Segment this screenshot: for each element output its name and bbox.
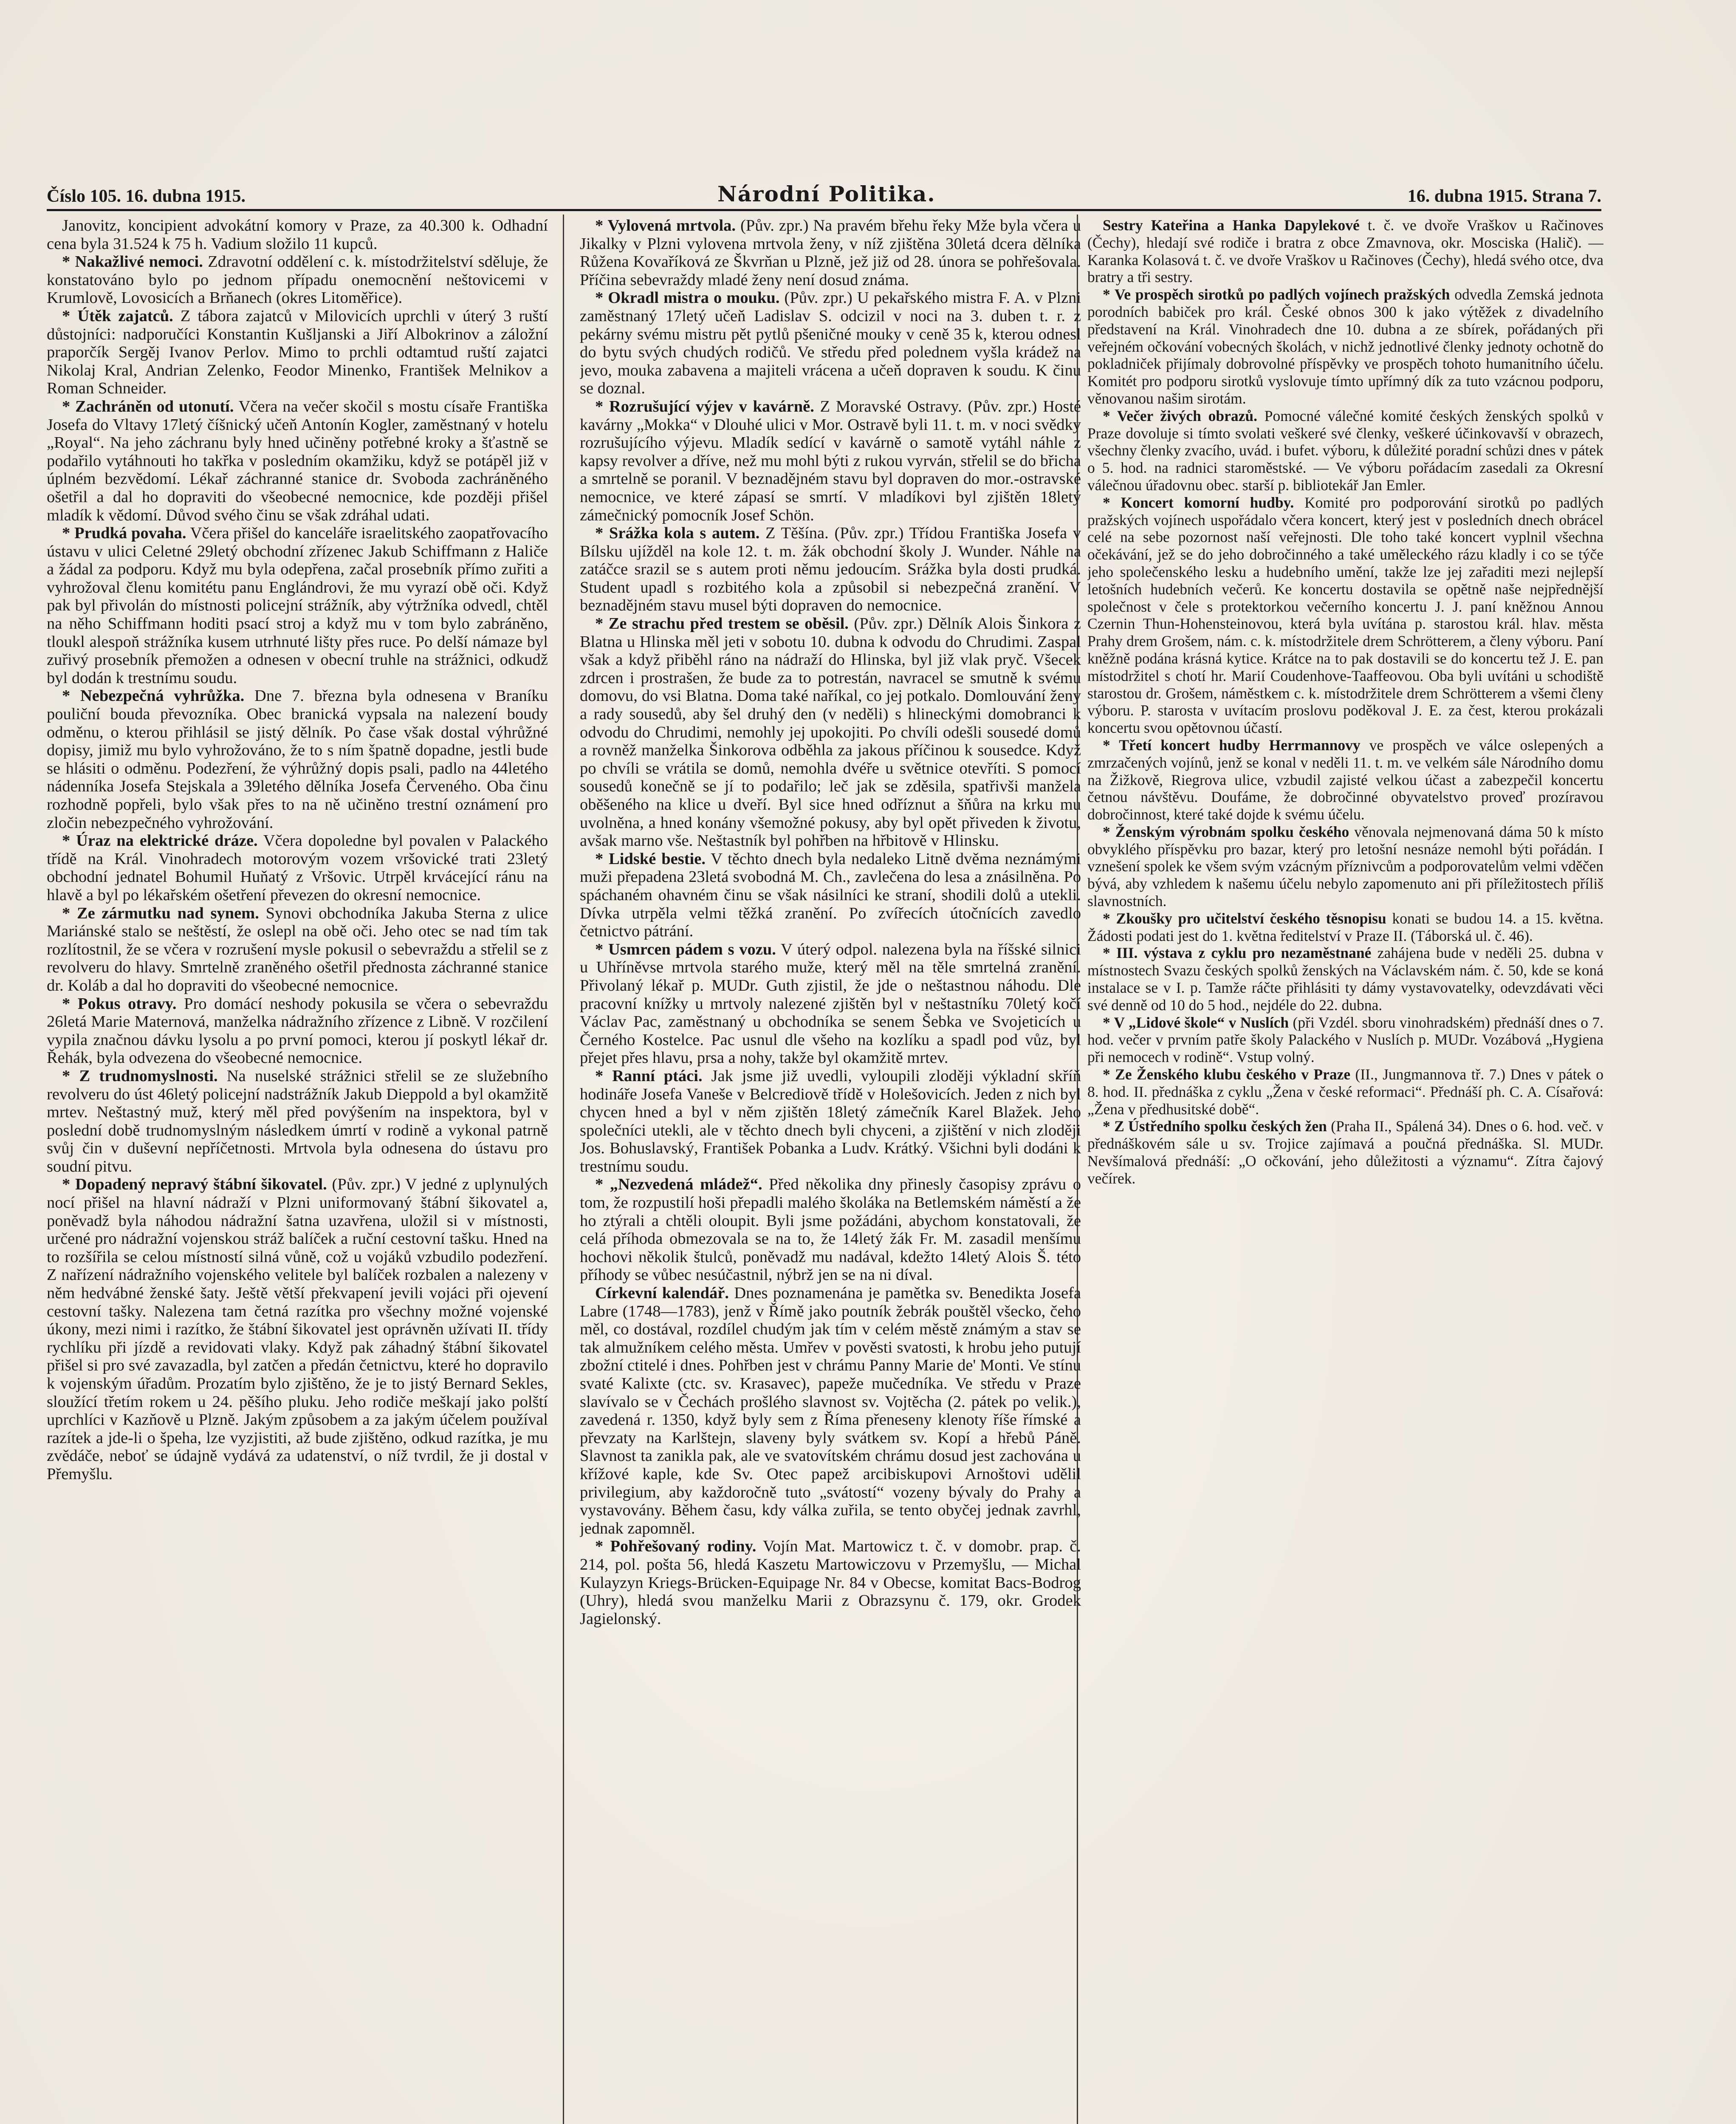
issue-date-page-right: 16. dubna 1915. Strana 7. bbox=[1407, 186, 1601, 206]
news-item bbox=[47, 832, 548, 904]
news-item-text: (II., Jungmannova tř. 7.) Dnes v pátek o 8. hod. II. přednáška z cyklu „Žena v české reformaci“. Přednáší ph. C. A. Císařová: „Žena v předhusitské době“. bbox=[1087, 1066, 1603, 1118]
news-item-heading: * Ranní ptáci. bbox=[595, 1067, 703, 1085]
news-item bbox=[1087, 1014, 1603, 1066]
column-1 bbox=[47, 217, 548, 2124]
news-item bbox=[1087, 407, 1603, 494]
news-item-heading: * Prudká povaha. bbox=[62, 524, 186, 542]
news-item bbox=[1087, 944, 1603, 1014]
news-item-heading: * V „Lidové škole“ v Nuslích bbox=[1103, 1014, 1289, 1031]
news-item-text: Z Těšína. (Pův. zpr.) Třídou Františka Josefa v Bílsku ujížděl na kole 12. t. m. žák obchodní školy J. Wunder. Náhle na zatáčce srazil se s autem proti němu jedoucím. Srážka byla dosti prudká. Student upadl s rozbitého kola a způsobil si nebezpečná zranění. V beznadějném stavu musel býti dopraven do nemocnice. bbox=[580, 524, 1081, 615]
news-item bbox=[1087, 217, 1603, 286]
news-item-heading: * Ve prospěch sirotků po padlých vojínech pražských bbox=[1103, 286, 1450, 303]
issue-date-left: Číslo 105. 16. dubna 1915. bbox=[47, 186, 246, 206]
news-item-heading: * Z trudnomyslnosti. bbox=[62, 1067, 218, 1085]
news-item-text: Janovitz, koncipient advokátní komory v Praze, za 40.300 k. Odhadní cena byla 31.524 k 75 h. Vadium složilo 11 kupců. bbox=[47, 217, 548, 253]
news-item-text: V těchto dnech byla nedaleko Litně dvěma neznámými muži přepadena 23letá svobodná M. Ch., zavlečena do lesa a znásilněna. Po spáchaném ohavném činu se však násilníci ke straní, shodili dolů a utekli. Dívka utrpěla velmi těžká zranění. Po zvířecích útočnících zavedlo četnictvo pátrání. bbox=[580, 850, 1081, 941]
news-item-heading: * Ze Ženského klubu českého v Praze bbox=[1103, 1066, 1351, 1083]
news-item-heading: * Usmrcen pádem s vozu. bbox=[595, 940, 776, 958]
news-item-text: Před několika dny přinesly časopisy zprávu o tom, že rozpustilí hoši přepadli malého školáka na Betlemském náměstí a že ho ztýrali a chtěli oloupit. Byli jsme požádáni, abychom konstatovali, že celá příhoda obmezovala se na to, že 14letý žák Fr. M. zasadil menšímu hochovi několik štulců, poněvadž mu nadával, kdežto 14letý Alois Š. této příhody se vůbec nesúčastnil, nýbrž jen se na ni díval. bbox=[580, 1175, 1081, 1284]
news-item bbox=[47, 687, 548, 832]
news-item-heading: * Srážka kola s autem. bbox=[595, 524, 760, 542]
news-item-heading: Církevní kalendář. bbox=[595, 1284, 729, 1302]
news-item bbox=[580, 1284, 1081, 1537]
news-item-heading: * Útěk zajatců. bbox=[62, 307, 173, 325]
news-item-text: (Pův. zpr.) Na pravém břehu řeky Mže byla včera u Jikalky v Plzni vylovena mrtvola ženy, v níž zjištěna 30letá dcera dělníka Růžena Kovaříková ze Škvrňan u Plzně, jež již od 28. února se pohřešovala. Příčina sebevraždy mladé ženy není dosud známa. bbox=[580, 217, 1081, 289]
news-item bbox=[47, 1067, 548, 1176]
news-item bbox=[580, 289, 1081, 398]
news-item-text: Z tábora zajatců v Milovicích uprchli v úterý 3 ruští důstojníci: nadporučíci Konstantin Kušljanski a Jiří Albokrinov a záložní praporčík Sergěj Ivanov Perlov. Mimo to prchli odtamtud ruští zajatci Nikolaj Kral, Andrian Zelenko, Feodor Minenko, František Melnikov a Roman Schneider. bbox=[47, 307, 548, 398]
news-item bbox=[580, 217, 1081, 289]
news-item-text: Synovi obchodníka Jakuba Sterna z ulice Mariánské stalo se neštěstí, že oslepl na obě oči. Jeho otec se nad tím tak rozlítostnil, že se včera v rozrušení mysle pokusil o sebevraždu a střelil se z revolveru do hlavy. Smrtelně zraněného ošetřil přednosta záchranné stanice dr. Koláb a dal ho dopraviti do všeobecné nemocnice. bbox=[47, 904, 548, 994]
column-3 bbox=[1087, 217, 1603, 2124]
news-item bbox=[47, 253, 548, 307]
news-item bbox=[47, 307, 548, 398]
news-item bbox=[580, 524, 1081, 615]
news-item-text: t. č. ve dvoře Vraškov u Račinoves (Čechy), hledají své rodiče i bratra z obce Zmavnova, okr. Mosciska (Halič). — Karanka Kolasová t. č. ve dvoře Vraškov u Račinoves (Čechy), hledá svého otce, dva bratry a tři sestry. bbox=[1087, 217, 1603, 286]
news-item-text: (Pův. zpr.) U pekařského mistra F. A. v Plzni zaměstnaný 17letý učeň Ladislav S. odcizil v noci na 3. duben t. r. z pekárny svému mistru pět pytlů pšeničné mouky v ceně 35 k, kterou odnesl do bytu svých chudých rodičů. Ve středu před polednem vyšla krádež na jevo, mouka zabavena a majiteli vrácena a učeň dopraven k soudu. K činu se doznal. bbox=[580, 289, 1081, 398]
news-item bbox=[1087, 823, 1603, 910]
news-item bbox=[47, 904, 548, 995]
news-item-heading: * Rozrušující výjev v kavárně. bbox=[595, 397, 814, 415]
news-item-text: Zdravotní oddělení c. k. místodržitelství sděluje, že konstatováno bylo po jednom případu onemocnění neštovicemi v Krumlově, Lovosicích a Brňanech (okres Litoměřice). bbox=[47, 253, 548, 307]
news-item bbox=[580, 1067, 1081, 1176]
news-item-text: Dnes poznamenána je pamětka sv. Benedikta Josefa Labre (1748—1783), jenž v Římě jako poutník žebrák pouštěl všecko, čeho měl, co dostával, rozdílel chudým jak tím v celém městě známým a stav se tak almužníkem celého města. Umřev v pověsti svatosti, k hrobu jeho putují zbožní ctitelé i dnes. Pohřben jest v chrámu Panny Marie de' Monti. Ve stínu svaté Kalixte (ctc. sv. Krasavec), papeže mučedníka. Ve středu v Praze slavívalo se v Čechách prošlého slavnost sv. Vojtěcha (2. pátek po velik.), zavedená r. 1350, když byly sem z Říma přeneseny klenoty říše římské a převzaty na Karlštejn, slaveny byly svátkem sv. Kopí a hřebů Páně. Slavnost ta zanikla pak, ale ve svatovítském chrámu dosud jest zachována u křížové kaple, kde Sv. Otec papež arcibiskupovi Arnoštovi udělil privilegium, aby každoročně tuto „svátostí“ vozeny bývaly do Prahy a vystavovány. Během času, kdy válka zuřila, se tento obyčej jednak zavrhl, jednak zapomněl. bbox=[580, 1284, 1081, 1537]
news-item-heading: * Ze zármutku nad synem. bbox=[62, 904, 259, 922]
news-item-heading: * Ženským výrobnám spolku českého bbox=[1103, 823, 1349, 840]
page-header bbox=[47, 183, 1601, 206]
news-item-heading: * Vylovená mrtvola. bbox=[595, 217, 736, 234]
news-item-heading: * Z Ústředního spolku českých žen bbox=[1103, 1118, 1327, 1135]
news-item-text: (Praha II., Spálená 34). Dnes o 6. hod. več. v přednáškovém sále u sv. Trojice zajímavá a poučná přednáška. Sl. MUDr. Nevšímalová přednáší: „O očkování, jeho důležitosti a významu“. Zítra čajový večírek. bbox=[1087, 1118, 1603, 1187]
header-rule bbox=[47, 209, 1601, 211]
news-item-heading: * „Nezvedená mládež“. bbox=[595, 1175, 762, 1194]
news-item bbox=[47, 398, 548, 524]
news-item-heading: Sestry Kateřina a Hanka Dapylekové bbox=[1103, 217, 1360, 234]
news-item-text: Z Moravské Ostravy. (Pův. zpr.) Hosté kavárny „Mokka“ v Dlouhé ulici v Mor. Ostravě byli 11. t. m. v noci svědky rozrušujícího výjevu. Mladík sedící v kavárně o samotě vytáhl náhle z kapsy revolver a dříve, než mu mohl býti z rukou vyrván, střelil se do břicha a smrtelně se poranil. V beznadějném stavu byl dopraven do mor.-ostravské nemocnice, ve které zápasí se smrtí. V mladíkovi byl zjištěn 18letý zámečnický pomocník Josef Schön. bbox=[580, 397, 1081, 524]
news-item-heading: * III. výstava z cyklu pro nezaměstnané bbox=[1103, 944, 1372, 962]
news-item bbox=[1087, 286, 1603, 407]
news-item bbox=[580, 615, 1081, 850]
news-item-text: zahájena bude v neděli 25. dubna v místnostech Svazu českých spolků ženských na Václavském nám. č. 50, kde se koná instalace se v I. p. Tamže ráčte přihlásiti ty dámy vystavovatelky, odevzdávati věci své denně od 10 do 5 hod., nejdéle do 22. dubna. bbox=[1087, 944, 1603, 1014]
news-item-heading: * Pohřešovaný rodiny. bbox=[595, 1537, 757, 1556]
news-item-text: Včera dopoledne byl povalen v Palackého třídě na Král. Vinohradech motorovým vozem vršovické trati 23letý obchodní jednatel Bohumil Huňatý z Vršovic. Utrpěl krvácející ránu na hlavě a byl po lékařském ošetření převezen do okresní nemocnice. bbox=[47, 832, 548, 904]
news-item-heading: * Okradl mistra o mouku. bbox=[595, 289, 780, 307]
column-divider bbox=[563, 215, 564, 2124]
news-item bbox=[47, 524, 548, 687]
news-item bbox=[1087, 737, 1603, 823]
news-item-heading: * Třetí koncert hudby Herrmannovy bbox=[1103, 736, 1361, 754]
news-item-text: Komité pro podporování sirotků po padlých pražských vojínech uspořádalo včera koncert, který jest v posledních dnech obrácel celé na sebe pozornost naší veřejnosti. Dle toho také koncert vyplnil všechna očekávání, jež se do jeho dobročinného a také uměleckého rázu kladly i co se týče jeho společenského lesku a hudebního umění, takže lze jej zařaditi mezi nejlepší letošních hudebních večerů. Ke koncertu dostavila se opětně naše nejpřednější společnost v čele s protektorkou večerního koncertu J. J. paní kněžnou Annou Czernin Thun-Hohensteinovou, která byla uvítána p. starostou král. hlav. města Prahy drem Grošem, nám. c. k. místodržitele drem Schrötterem, a členy výboru. Paní kněžně podána krásná kytice. Krátce na to pak dostavili se do koncertu tež J. E. pan místodržitel s chotí hr. Marií Coudenhove-Taaffeovou. Oba byli uvítáni u schodiště starostou dr. Grošem, náměstkem c. k. místodržitele drem Schrötterem a všemi členy výboru. P. starosta v uvítacím proslovu poděkoval J. E. za čest, kterou prokázali koncertu svou opětovnou účastí. bbox=[1087, 494, 1603, 737]
news-item-text: konati se budou 14. a 15. května. Žádosti podati jest do 1. května ředitelství v Praze II. (Táborská ul. č. 46). bbox=[1087, 909, 1603, 944]
news-item-heading: * Ze strachu před trestem se oběsil. bbox=[595, 615, 849, 633]
news-item bbox=[580, 1175, 1081, 1284]
news-item-heading: * Dopadený nepravý štábní šikovatel. bbox=[62, 1175, 327, 1194]
news-item bbox=[1087, 910, 1603, 945]
news-item bbox=[47, 995, 548, 1067]
news-item bbox=[1087, 1118, 1603, 1187]
news-item-text: (Pův. zpr.) V jedné z uplynulých nocí přišel na hlavní nádraží v Plzni uniformovaný štábní šikovatel a, poněvadž byla náhodou nádražní šatna uzavřena, uložil si v místnosti, určené pro nádražní vojenskou stráž balíček a ruční cestovní tašku. Hned na to rozšířila se celou místností silná vůně, což u vojáků vzbudilo podezření. Z nařízení nádražního vojenského velitele byl balíček rozbalen a nalezeny v něm hedvábné ženské šaty. Ještě větší překvapení jevili vojáci při ojevení cestovní tašky. Nalezena tam četná razítka pro všechny možné vojenské úkony, mezi nimi i razítko, že štábní šikovatel jest oprávněn užívati II. třídy rychlíku při jízdě a revidovati vlaky. Když pak záhadný štábní šikovatel přišel si pro své zavazadla, byl zatčen a předán četnictvu, které ho dopravilo k vojenským úřadům. Prozatím bylo zjištěno, že je to jistý Bernard Sekles, sloužící třetím rokem u 24. pěšího pluku. Jeho rodiče meškají jako polští uprchlíci v Kazňově u Plzně. Jakým způsobem a za jakým účelem používal razítek a jde-li o špeha, lze vyzjistiti, až bude zjištěno, odkud razítka, je mu zvědáče, neboť se údajně vydává za udatenství, o níž tvrdil, že ji dostal v Přemyšlu. bbox=[47, 1175, 548, 1483]
news-item-heading: * Nebezpečná vyhrůžka. bbox=[62, 687, 245, 705]
news-item-heading: * Pokus otravy. bbox=[62, 994, 177, 1013]
news-item-text: Vojín Mat. Martowicz t. č. v domobr. prap. č. 214, pol. pošta 56, hledá Kaszetu Martowiczovu v Przemyšlu, — Michal Kulayzyn Kriegs-Brücken-Equipage Nr. 84 v Obecse, komitat Bacs-Bodrog (Uhry), hledá svou manželku Marii z Obrazsynu č. 179, okr. Grodek Jagielonský. bbox=[580, 1537, 1081, 1628]
news-item-text: Pomocné válečné komité českých ženských spolků v Praze dovoluje si tímto svolati veškeré své členky, veškeré účinkovavší v obrazech, všechny členky zvacího, uvád. i bufet. výboru, k důležité poradní schůzi dnes v pátek o 5. hod. na radnici staroměstské. — Ve výboru pořádacím zasedali za Okresní válečnou úřadovnu obec. starší p. bibliotekář Jan Emler. bbox=[1087, 407, 1603, 494]
news-item-text: (Pův. zpr.) Dělník Alois Šinkora z Blatna u Hlinska měl jeti v sobotu 10. dubna k odvodu do Chrudimi. Zaspal však a když přiběhl ráno na nádraží do Hlinska, byl již vlak pryč. Všecek zdrcen i prostrašen, že bude za to potrestán, navracel se smutně k svému domovu, do vsi Blatna. Doma také naříkal, co jej potkalo. Domlouvání ženy a rady sousedů, aby šel druhý den (v neděli) s hlineckými domobranci k odvodu do Chrudimi, nemohly jej upokojiti. Po chvíli odešli sousedé domů a rovněž manželka Šinkorova odběhla za jakous příčinou k sousedce. Když po chvíli se vrátila se domů, nemohla dvéře u světnice otevříti. S pomocí sousedů konečně se jí to podařilo; leč jak se zděsila, spatřivši manžela oběšeného na klice u dveří. Byl sice hned odříznut a šňůra na krku mu uvolněna, a hned konány všemožné pokusy, aby byl opět přiveden k životu, avšak marno vše. Neštastník byl pohřben na hřbitově v Hlinsku. bbox=[580, 615, 1081, 850]
news-item-heading: * Lidské bestie. bbox=[595, 850, 706, 868]
news-item bbox=[47, 1175, 548, 1483]
news-item bbox=[580, 398, 1081, 524]
news-item-text: V úterý odpol. nalezena byla na říšské silnici u Uhříněvse mrtvola starého muže, který měl na těle smrtelná zranění. Přivolaný lékař p. MUDr. Guth zjistil, že jde o neštastnou náhodu. Dle pracovní knížky u mrtvoly nalezené zjištěn byl v neštastníku 70letý kočí Václav Pac, zaměstnaný u obchodníka se senem Šebka ve Svojeticích u Černého Kostelce. Pac usnul dle všeho na kozlíku a spadl pod vůz, byl přejet přes hlavu, prsa a nohy, takže byl okamžitě mrtev. bbox=[580, 940, 1081, 1067]
news-item-text: Pro domácí neshody pokusila se včera o sebevraždu 26letá Marie Maternová, manželka nádražního zřízence z Libně. V rozčilení vypila značnou dávku lysolu a po první pomoci, kterou jí poskytl lékař dr. Řehák, byla odvezena do všeobecné nemocnice. bbox=[47, 994, 548, 1067]
news-item bbox=[1087, 494, 1603, 737]
news-item-text: Jak jsme již uvedli, vyloupili zloději výkladní skříň hodináře Josefa Vaneše v Belcrediově třídě v Holešovicích. Jeden z nich byl chycen hned a byl v něm zjištěn 18letý zámečník Karel Blažek. Jeho společníci utekli, ale v těchto dnech byli chyceni, a zjištění v nich zloději Jos. Bohuslavský, František Pobanka a Ludv. Krátký. Všichni byli dodáni k trestnímu soudu. bbox=[580, 1067, 1081, 1175]
news-item-heading: * Nakažlivé nemoci. bbox=[62, 253, 203, 271]
news-item bbox=[580, 850, 1081, 941]
news-item-text: ve prospěch ve válce oslepených a zmrzačených vojínů, jenž se konal v neděli 11. t. m. ve velkém sále Národního domu na Žižkově, Riegrova ulice, vzbudil zajisté velkou účast a zabezpečil koncertu četnou návštěvu. Doufáme, že dobročinné obyvatelstvo proveď prozíravou dobročinnost, které také dojde k svému účelu. bbox=[1087, 736, 1603, 823]
column-2 bbox=[580, 217, 1081, 2124]
news-item bbox=[580, 1537, 1081, 1628]
news-item-text: věnovala nejmenovaná dáma 50 k místo obvyklého příspěvku pro bazar, který pro letošní nesnáze nemohl býti pořádán. I vznešení spolek ke všem svým vzácným příznivcům a podporovatelům velmi vděčen bývá, aby vzhledem k našemu účelu nebylo zapomenuto ani při příležitostech příliš slavnostních. bbox=[1087, 823, 1603, 910]
news-item-heading: * Večer živých obrazů. bbox=[1103, 407, 1258, 424]
news-item bbox=[1087, 1066, 1603, 1118]
news-item-text: odvedla Zemská jednota porodních babiček pro král. České obnos 300 k jako výtěžek z divadelního představení na Král. Vinohradech dne 10. dubna a ze sbírek, pořádaných při veřejném očkování vobecných školách, v nichž jednotlivé členky jednoty ochotně do pokladniček přijímaly dobrovolné příspěvky ve prospěch tohoto humanitního účelu. Komitét pro podporu sirotků vyslovuje tímto upřímný dík za tuto vzácnou podporu, věnovanou našim sirotám. bbox=[1087, 286, 1603, 407]
news-item bbox=[47, 217, 548, 253]
news-item-heading: * Úraz na elektrické dráze. bbox=[62, 832, 258, 850]
news-item-text: Dne 7. března byla odnesena v Braníku pouliční bouda převozníka. Obec branická vypsala na nalezení boudy odměnu, o kterou přihlásil se jistý dělník. Po čase však dostal výhrůžné dopisy, jimiž mu bylo vyhrožováno, že to s ním špatně dopadne, jestli bude se hlásiti o odměnu. Podezření, že výhrůžný dopis psali, padlo na 44letého nádenníka Josefa Stejskala a 39letého dělníka Josefa Červeného. Oba činu rozhodně popřeli, bylo však přes to na ně učiněno trestní oznámení pro zločin nebezpečného vyhrožování. bbox=[47, 687, 548, 832]
news-item-heading: * Zkoušky pro učitelství českého těsnopisu bbox=[1103, 909, 1386, 927]
newspaper-title: Národní Politika. bbox=[717, 181, 936, 206]
news-item-text: Včera na večer skočil s mostu císaře Františka Josefa do Vltavy 17letý číšnický učeň Antonín Kogler, zaměstnaný v hotelu „Royal“. Na jeho záchranu byly hned učiněny potřebné kroky a šťastně se podařilo vytáhnouti ho takřka v posledním okamžiku, když se potápěl již v úplném bezvědomí. Lékař záchranné stanice dr. Svoboda zachráněného ošetřil a dal ho dopraviti do všeobecné nemocnice, kde později přišel mladík k vědomí. Důvod svého činu se však zdráhal udati. bbox=[47, 397, 548, 524]
news-item bbox=[580, 941, 1081, 1067]
news-item-text: (při Vzdél. sboru vinohradském) přednáší dnes o 7. hod. večer v prvním patře školy Palackého v Nuslích p. MUDr. Vozábová „Hygiena při nemocech v rodině“. Vstup volný. bbox=[1087, 1014, 1603, 1066]
news-item-heading: * Zachráněn od utonutí. bbox=[62, 397, 234, 415]
news-item-text: Včera přišel do kanceláře israelitského zaopatřovacího ústavu v ulici Celetné 29letý obchodní zřízenec Jakub Schiffmann z Haliče a žádal za podporu. Když mu byla odepřena, začal prosebník přímo zuřiti a vyhrožoval členu komitétu panu Englándrovi, že mu vyrazí obě oči. Když pak byl přivolán do místnosti policejní strážník, aby výtržníka odvedl, chtěl na něho Schiffmann hoditi psací stroj a když mu v tom bylo zabráněno, tloukl alespoň strážníka kusem utrhnuté lišty přes ruce. Po delší námaze byl zuřivý prosebník přemožen a odnesen v obecní truhle na strážnici, odkudž byl dodán k trestnímu soudu. bbox=[47, 524, 548, 687]
news-item-heading: * Koncert komorní hudby. bbox=[1103, 494, 1294, 511]
news-item-text: Na nuselské strážnici střelil se ze služebního revolveru do úst 46letý policejní nadstrážník Jakub Dieppold a byl okamžitě mrtev. Neštastný muž, který měl před povýšením na inspektora, byl v poslední době trudnomyslným následkem úmrtí v rodině a vykonal patrně svůj čin v duševní nepříčetnosti. Mrtvola byla odnesena do ústavu pro soudní pitvu. bbox=[47, 1067, 548, 1175]
